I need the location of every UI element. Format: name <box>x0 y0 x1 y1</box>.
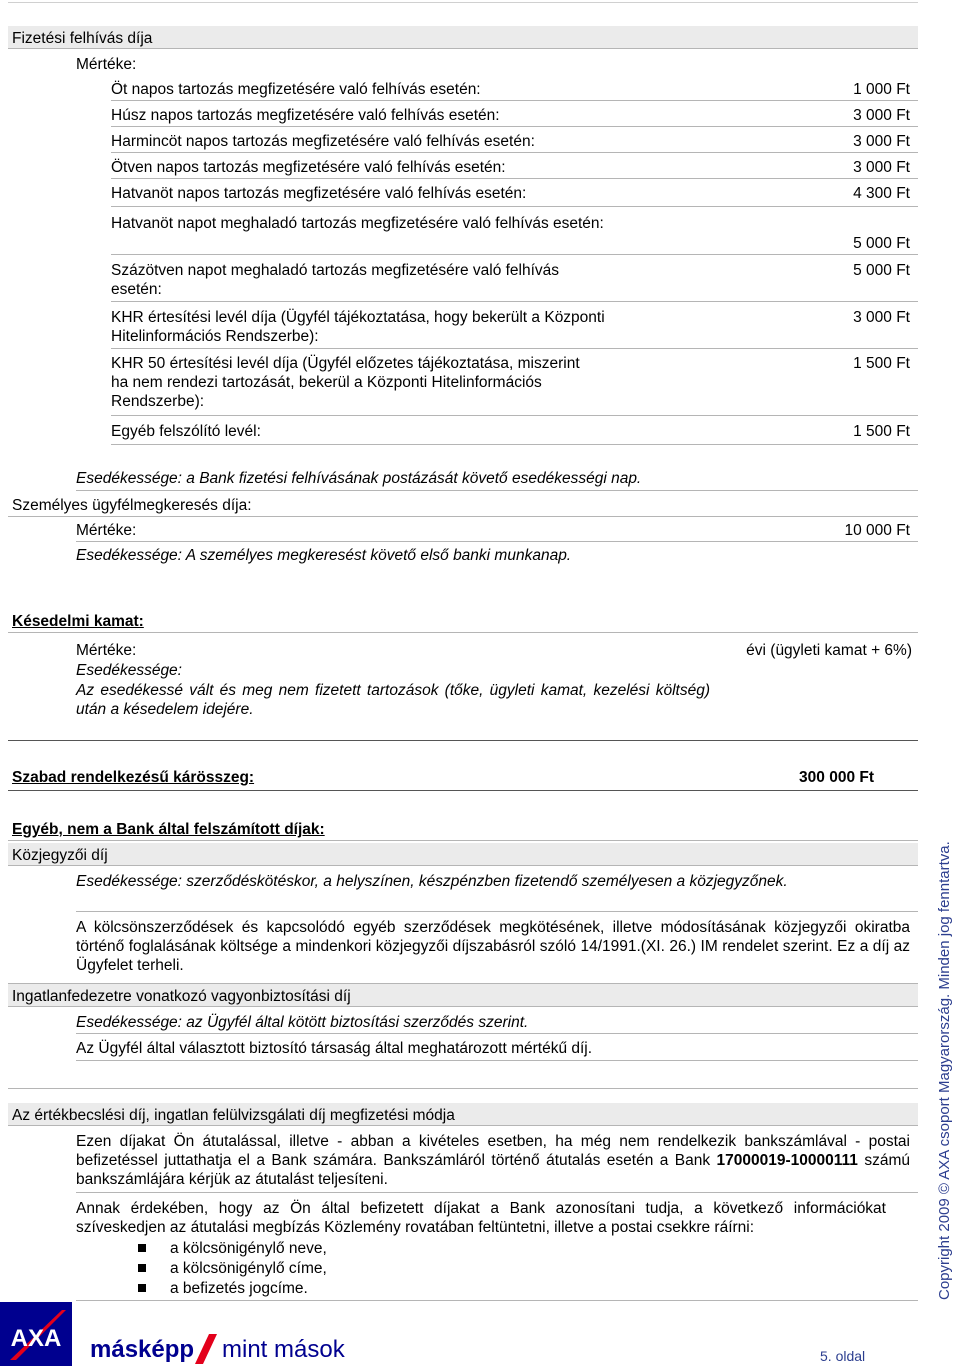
bank-account-number: 17000019-10000111 <box>716 1152 858 1169</box>
fee-item-amount: 5 000 Ft <box>853 235 910 252</box>
insurance-text: Az Ügyfél által választott biztosító társaság által meghatározott mértékű díj. <box>76 1040 593 1057</box>
bullet-item: a kölcsönigénylő címe, <box>170 1260 327 1277</box>
bullet-item: a kölcsönigénylő neve, <box>170 1240 327 1257</box>
fee-item-label: Húsz napos tartozás megfizetésére való felhívás esetén: <box>111 107 500 124</box>
page-number: 5. oldal <box>820 1348 866 1364</box>
late-interest-title: Késedelmi kamat: <box>12 613 144 630</box>
fee-item-label: Százötven napot meghaladó tartozás megfizetésére való felhívás esetén: <box>111 262 560 298</box>
fee-item-label: KHR értesítési levél díja (Ügyfél tájékoztatása, hogy bekerült a Központi Hitelinformációs Rendszerbe): <box>111 309 605 345</box>
free-damage-amount: 300 000 Ft <box>799 769 874 786</box>
payment-method-para1 <box>76 1132 910 1189</box>
fee-item-label: KHR 50 értesítési levél díja (Ügyfél előzetes tájékoztatása, miszerint ha nem rendezi tartozását, bekerül a Központi Hitelinformációs Rendszerbe): <box>111 355 580 410</box>
other-fees-title: Egyéb, nem a Bank által felszámított díjak: <box>12 821 325 838</box>
personal-contact-amount-label: Mértéke: <box>76 522 137 539</box>
insurance-due: Esedékessége: az Ügyfél által kötött biztosítási szerződés szerint. <box>76 1014 529 1031</box>
free-damage-title: Szabad rendelkezésű kárösszeg: <box>12 769 255 786</box>
bullet-icon <box>138 1284 146 1292</box>
fee-item-amount: 3 000 Ft <box>853 309 910 326</box>
late-interest-amount-label: Mértéke: <box>76 642 137 659</box>
personal-contact-amount: 10 000 Ft <box>844 522 910 539</box>
late-interest-due-label: Esedékessége: <box>76 662 182 679</box>
fee-item-label: Harmincöt napos tartozás megfizetésére való felhívás esetén: <box>111 133 535 150</box>
bullet-item: a befizetés jogcíme. <box>170 1280 308 1297</box>
fee-item-label: Öt napos tartozás megfizetésére való felhívás esetén: <box>111 81 481 98</box>
bullet-icon <box>138 1244 146 1252</box>
personal-contact-title: Személyes ügyfélmegkeresés díja: <box>12 497 252 514</box>
notary-text: A kölcsönszerződések és kapcsolódó egyéb szerződések megkötésének, illetve módosításának közjegyzői okiratba történő foglalásának költsége a mindenkori közjegyzői díjszabásról szóló 14/1991.(XI. 26.) IM rendelet szerint. Ez a díj az Ügyfelet terheli. <box>76 919 910 974</box>
fee-notice-amount-label: Mértéke: <box>76 56 137 73</box>
fee-item-amount: 1 500 Ft <box>853 423 910 440</box>
fee-notice-due: Esedékessége: a Bank fizetési felhívásának postázását követő esedékességi nap. <box>76 470 642 487</box>
slogan-left: másképp <box>90 1336 195 1363</box>
personal-contact-due: Esedékessége: A személyes megkeresést követő első banki munkanap. <box>76 547 572 564</box>
late-interest-amount: évi (ügyleti kamat + 6%) <box>746 642 912 659</box>
payment-method-title: Az értékbecslési díj, ingatlan felülvizsgálati díj megfizetési módja <box>12 1107 455 1124</box>
fee-item-amount: 5 000 Ft <box>853 262 910 279</box>
axa-logo <box>0 1302 72 1366</box>
fee-item-amount: 3 000 Ft <box>853 159 910 176</box>
para1-end: számú bankszámlájára kérjük az átutalást teljesíteni. <box>76 1152 910 1188</box>
para1-start: Ezen díjakat Ön átutalással, illetve - abban a kivételes esetben, ha még nem rendelkezik bankszámlával - postai befizetéssel juttathatja el a Bank számára. Bankszámláról történő átutalás esetén a Bank <box>76 1133 910 1169</box>
fee-item-label: Hatvanöt napos tartozás megfizetésére való felhívás esetén: <box>111 185 527 202</box>
fee-item-amount: 4 300 Ft <box>853 185 910 202</box>
payment-method-para2: Annak érdekében, hogy az Ön által befizetett díjakat a Bank azonosítani tudja, a következő információkat szíveskedjen az átutalási megbízás Közlemény rovatában feltüntetni, illetve a postai csekkre ráírni: <box>76 1200 886 1236</box>
slash-icon <box>195 1334 217 1364</box>
fee-notice-title: Fizetési felhívás díja <box>12 30 153 47</box>
fee-item-label: Egyéb felszólító levél: <box>111 423 261 440</box>
slogan-right: mint mások <box>222 1336 345 1363</box>
insurance-title: Ingatlanfedezetre vonatkozó vagyonbiztosítási díj <box>12 988 351 1005</box>
notary-header <box>8 843 918 865</box>
bullet-icon <box>138 1264 146 1272</box>
fee-item-amount: 1 000 Ft <box>853 81 910 98</box>
fee-item-label: Hatvanöt napot meghaladó tartozás megfizetésére való felhívás esetén: <box>111 215 604 232</box>
fee-item-label: Ötven napos tartozás megfizetésére való felhívás esetén: <box>111 159 506 176</box>
fee-item-amount: 1 500 Ft <box>853 355 910 372</box>
axa-logo-text: AXA <box>10 1325 62 1352</box>
notary-due: Esedékessége: szerződéskötéskor, a helyszínen, készpénzben fizetendő személyesen a közjegyzőnek. <box>76 873 788 890</box>
fee-item-amount: 3 000 Ft <box>853 133 910 150</box>
fee-item-amount: 3 000 Ft <box>853 107 910 124</box>
notary-title: Közjegyzői díj <box>12 847 108 864</box>
late-interest-due-text: Az esedékessé vált és meg nem fizetett tartozások (tőke, ügyleti kamat, kezelési költség) után a késedelem idejére. <box>76 682 710 718</box>
copyright-text: Copyright 2009 © AXA csoport Magyarország. Minden jog fenntartva. <box>936 841 953 1300</box>
